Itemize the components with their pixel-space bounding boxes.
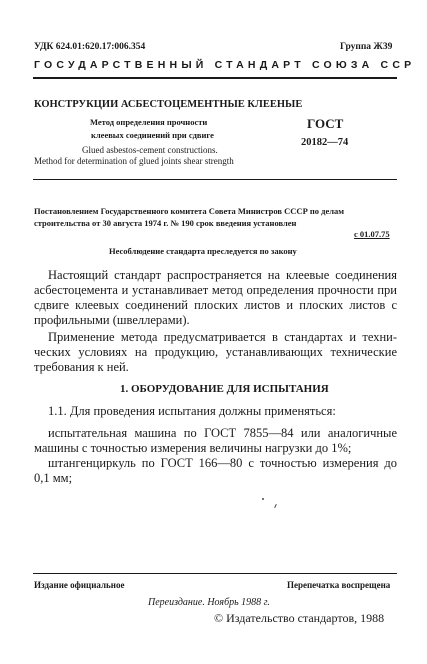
english-title-line-2: Method for determination of glued joints shear strength xyxy=(34,156,234,166)
clause-1-1: 1.1. Для проведения испытания должны применяться: xyxy=(48,404,336,418)
decree-date: с 01.07.75 xyxy=(354,229,390,239)
decree-line-2: строительства от 30 августа 1974 г. № 190 срок введения установлен xyxy=(34,218,297,228)
group-code: Группа Ж39 xyxy=(340,42,393,52)
item2-line-2: 0,1 мм; xyxy=(34,471,73,485)
scan-speck xyxy=(262,498,264,500)
para2-line-1: Применение метода предусматривается в стандартах и техни- xyxy=(48,330,397,344)
para2-line-3: требования к ней. xyxy=(34,360,129,374)
reprint-forbidden: Перепечатка воспрещена xyxy=(287,580,391,590)
item1-line-2: машины с точностью измерения величины нагрузки до 1%; xyxy=(34,441,352,455)
para1-line-3: сдвиге клеевых соединений плоских листов и плоских листов с xyxy=(34,298,397,312)
para2-line-2: ческих условиях на продукцию, устанавливающих технические xyxy=(34,345,397,359)
item2-line-1: штангенциркуль по ГОСТ 166—80 с точностью измерения до xyxy=(48,456,397,470)
subtitle-line-1: Метод определения прочности xyxy=(90,117,208,127)
reissue-note: Переиздание. Ноябрь 1988 г. xyxy=(148,597,270,608)
para1-line-1: Настоящий стандарт распространяется на клеевые соединения xyxy=(48,268,397,282)
subtitle-line-2: клеевых соединений при сдвиге xyxy=(91,130,214,140)
english-title-line-1: Glued asbestos-cement constructions. xyxy=(82,145,218,155)
para1-line-2: асбестоцемента и устанавливает метод определения прочности при xyxy=(34,283,397,297)
document-title: КОНСТРУКЦИИ АСБЕСТОЦЕМЕНТНЫЕ КЛЕЕНЫЕ xyxy=(34,99,303,110)
section-1-heading: 1. ОБОРУДОВАНИЕ ДЛЯ ИСПЫТАНИЯ xyxy=(120,383,329,395)
gost-label: ГОСТ xyxy=(307,116,344,131)
legal-notice: Несоблюдение стандарта преследуется по закону xyxy=(109,246,297,256)
item1-line-1: испытательная машина по ГОСТ 7855—84 или аналогичные xyxy=(48,426,397,440)
copyright: © Издательство стандартов, 1988 xyxy=(214,611,385,625)
org-banner: ГОСУДАРСТВЕННЫЙ СТАНДАРТ СОЮЗА ССР xyxy=(34,59,416,71)
header-rule xyxy=(33,77,397,79)
official-edition: Издание официальное xyxy=(34,580,125,590)
scan-speck xyxy=(274,504,277,508)
gost-number: 20182—74 xyxy=(301,137,349,148)
footer-rule xyxy=(33,573,397,574)
udk-code: УДК 624.01:620.17:006.354 xyxy=(34,42,146,52)
para1-line-4: профильными (швеллерами). xyxy=(34,313,190,327)
decree-line-1: Постановлением Государственного комитета Совета Министров СССР по делам xyxy=(34,206,345,216)
title-rule xyxy=(33,179,397,180)
